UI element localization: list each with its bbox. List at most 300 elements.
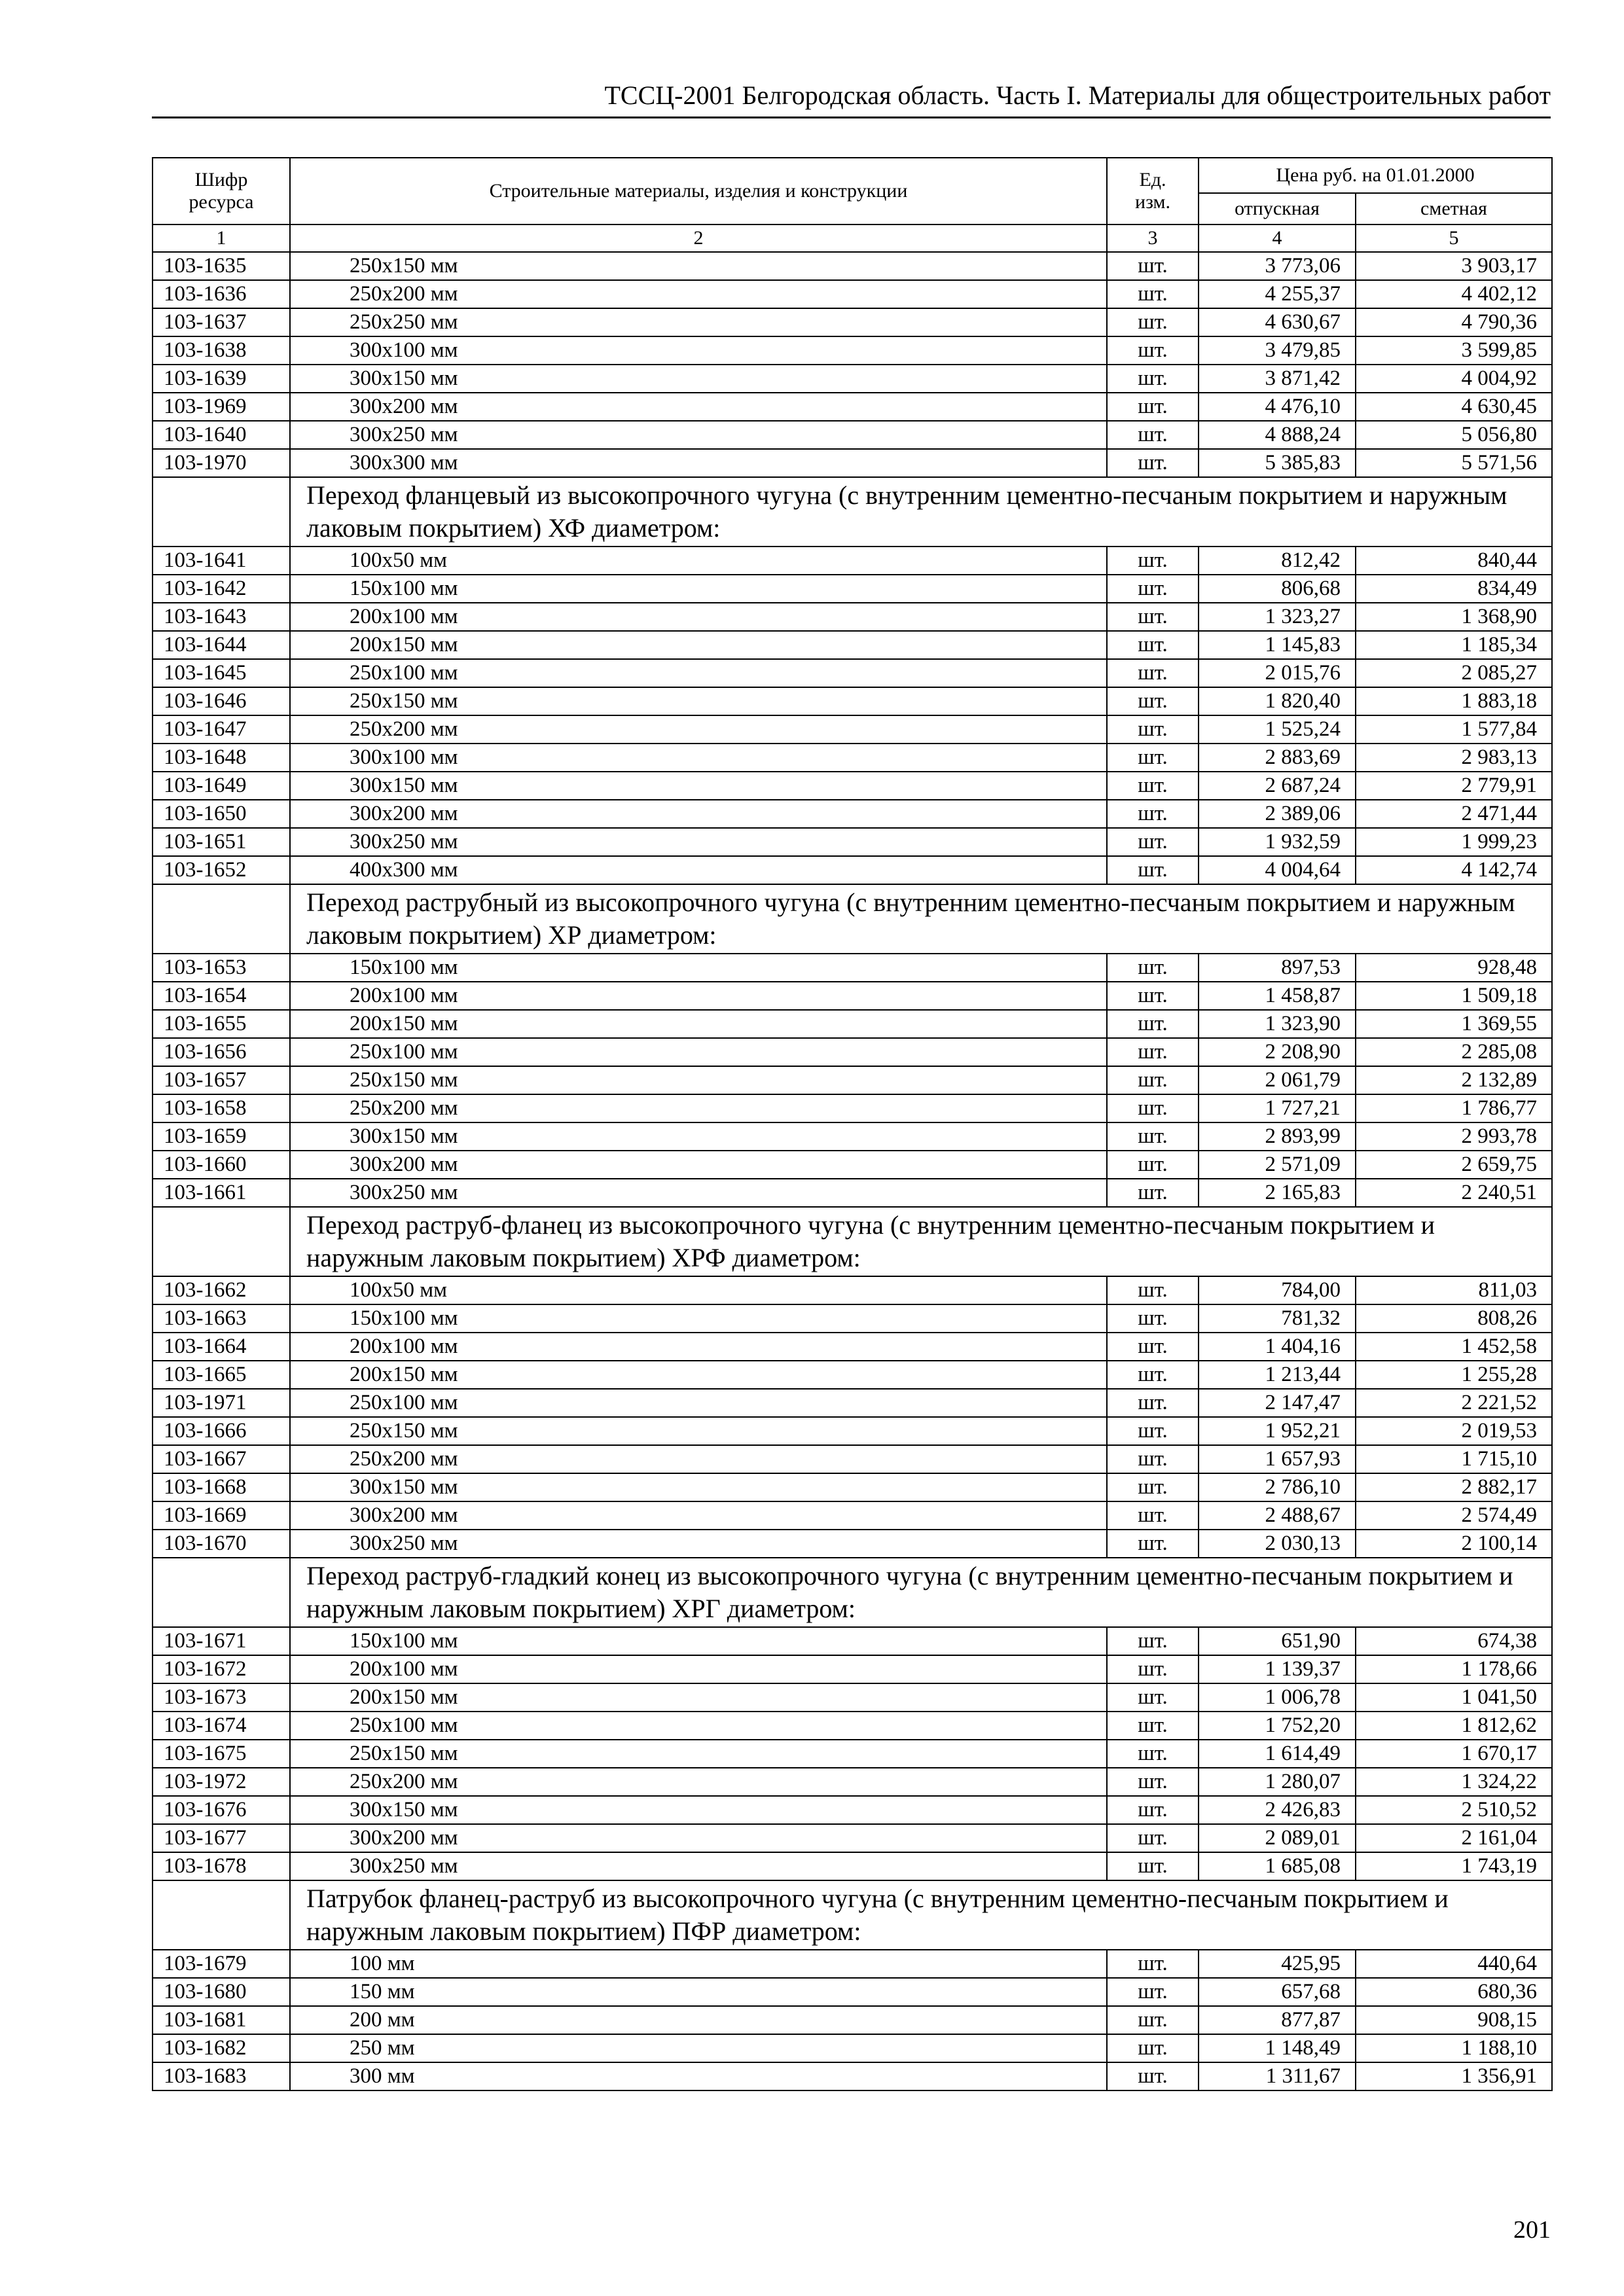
- code-cell: 103-1680: [153, 1978, 290, 2006]
- unit-cell: шт.: [1107, 1627, 1199, 1655]
- code-cell: 103-1638: [153, 336, 290, 365]
- table-row: [153, 1950, 1552, 1978]
- estimate-price-cell: 2 221,52: [1356, 1389, 1552, 1417]
- table-row: [153, 687, 1552, 715]
- col-header-unit: Ед. изм.: [1107, 158, 1199, 224]
- unit-cell: шт.: [1107, 393, 1199, 421]
- release-price-cell: 1 952,21: [1199, 1417, 1356, 1445]
- table-row: [153, 1179, 1552, 1207]
- unit-cell: шт.: [1107, 800, 1199, 828]
- estimate-price-cell: 1 812,62: [1356, 1712, 1552, 1740]
- table-row: [153, 856, 1552, 884]
- code-cell: 103-1644: [153, 631, 290, 659]
- unit-cell: шт.: [1107, 982, 1199, 1010]
- unit-cell: шт.: [1107, 1417, 1199, 1445]
- name-cell: 250х200 мм: [290, 1768, 1107, 1796]
- name-cell: 300х250 мм: [290, 421, 1107, 449]
- col-header-estimate: сметная: [1356, 193, 1552, 224]
- code-cell: 103-1672: [153, 1655, 290, 1683]
- release-price-cell: 1 685,08: [1199, 1852, 1356, 1880]
- table-row: [153, 1304, 1552, 1333]
- code-cell: 103-1654: [153, 982, 290, 1010]
- table-row: [153, 954, 1552, 982]
- name-cell: 100 мм: [290, 1950, 1107, 1978]
- col-header-release: отпускная: [1199, 193, 1356, 224]
- release-price-cell: 657,68: [1199, 1978, 1356, 2006]
- estimate-price-cell: 1 670,17: [1356, 1740, 1552, 1768]
- name-cell: 250х150 мм: [290, 252, 1107, 280]
- table-row: [153, 449, 1552, 477]
- estimate-price-cell: 2 132,89: [1356, 1066, 1552, 1094]
- release-price-cell: 2 147,47: [1199, 1389, 1356, 1417]
- unit-cell: шт.: [1107, 1740, 1199, 1768]
- name-cell: 300х250 мм: [290, 828, 1107, 856]
- release-price-cell: 1 932,59: [1199, 828, 1356, 856]
- release-price-cell: 4 004,64: [1199, 856, 1356, 884]
- table-row: [153, 365, 1552, 393]
- unit-cell: шт.: [1107, 715, 1199, 744]
- release-price-cell: 425,95: [1199, 1950, 1356, 1978]
- estimate-price-cell: 1 356,91: [1356, 2062, 1552, 2090]
- name-cell: 150х100 мм: [290, 575, 1107, 603]
- col-number-5: 5: [1356, 224, 1552, 252]
- table-body: [153, 252, 1552, 2090]
- estimate-price-cell: 2 659,75: [1356, 1151, 1552, 1179]
- code-cell: 103-1657: [153, 1066, 290, 1094]
- name-cell: 200х150 мм: [290, 1683, 1107, 1712]
- estimate-price-cell: 2 882,17: [1356, 1473, 1552, 1501]
- release-price-cell: 2 030,13: [1199, 1530, 1356, 1558]
- table-row: [153, 1530, 1552, 1558]
- unit-cell: шт.: [1107, 744, 1199, 772]
- unit-cell: шт.: [1107, 575, 1199, 603]
- unit-cell: шт.: [1107, 421, 1199, 449]
- header-divider: [152, 117, 1551, 118]
- unit-cell: шт.: [1107, 1361, 1199, 1389]
- release-price-cell: 2 687,24: [1199, 772, 1356, 800]
- name-cell: 250х100 мм: [290, 1712, 1107, 1740]
- table-row: [153, 1445, 1552, 1473]
- release-price-cell: 806,68: [1199, 575, 1356, 603]
- table-row: [153, 1122, 1552, 1151]
- release-price-cell: 2 165,83: [1199, 1179, 1356, 1207]
- unit-cell: шт.: [1107, 1655, 1199, 1683]
- code-cell: 103-1661: [153, 1179, 290, 1207]
- release-price-cell: 1 404,16: [1199, 1333, 1356, 1361]
- unit-cell: шт.: [1107, 1796, 1199, 1824]
- section-header-row: [153, 884, 1552, 954]
- section-header-row: [153, 477, 1552, 547]
- unit-cell: шт.: [1107, 1473, 1199, 1501]
- release-price-cell: 1 280,07: [1199, 1768, 1356, 1796]
- name-cell: 300х100 мм: [290, 336, 1107, 365]
- estimate-price-cell: 440,64: [1356, 1950, 1552, 1978]
- unit-cell: шт.: [1107, 1712, 1199, 1740]
- name-cell: 250х200 мм: [290, 715, 1107, 744]
- code-cell: 103-1645: [153, 659, 290, 687]
- code-cell: 103-1639: [153, 365, 290, 393]
- name-cell: 300х150 мм: [290, 1122, 1107, 1151]
- estimate-price-cell: 4 790,36: [1356, 308, 1552, 336]
- table-row: [153, 1066, 1552, 1094]
- table-row: [153, 393, 1552, 421]
- estimate-price-cell: 811,03: [1356, 1276, 1552, 1304]
- unit-cell: шт.: [1107, 252, 1199, 280]
- unit-cell: шт.: [1107, 1389, 1199, 1417]
- name-cell: 300х250 мм: [290, 1179, 1107, 1207]
- estimate-price-cell: 2 100,14: [1356, 1530, 1552, 1558]
- table-row: [153, 252, 1552, 280]
- table-row: [153, 1978, 1552, 2006]
- estimate-price-cell: 4 004,92: [1356, 365, 1552, 393]
- name-cell: 300х200 мм: [290, 1151, 1107, 1179]
- table-row: [153, 421, 1552, 449]
- release-price-cell: 1 145,83: [1199, 631, 1356, 659]
- unit-cell: шт.: [1107, 449, 1199, 477]
- table-row: [153, 1361, 1552, 1389]
- name-cell: 300х150 мм: [290, 1796, 1107, 1824]
- code-cell: 103-1649: [153, 772, 290, 800]
- name-cell: 150 мм: [290, 1978, 1107, 2006]
- section-title: Переход раструб-фланец из высокопрочного чугуна (с внутренним цементно-песчаным покрытием и наружным лаковым покрытием) ХРФ диаметром:: [290, 1207, 1552, 1276]
- estimate-price-cell: 2 779,91: [1356, 772, 1552, 800]
- unit-cell: шт.: [1107, 1978, 1199, 2006]
- section-code-cell: [153, 1880, 290, 1950]
- table-row: [153, 1740, 1552, 1768]
- estimate-price-cell: 1 324,22: [1356, 1768, 1552, 1796]
- name-cell: 300х250 мм: [290, 1530, 1107, 1558]
- code-cell: 103-1637: [153, 308, 290, 336]
- section-header-row: [153, 1558, 1552, 1627]
- unit-cell: шт.: [1107, 1768, 1199, 1796]
- estimate-price-cell: 1 452,58: [1356, 1333, 1552, 1361]
- section-title: Патрубок фланец-раструб из высокопрочного чугуна (с внутренним цементно-песчаным покрытием и наружным лаковым покрытием) ПФР диаметром:: [290, 1880, 1552, 1950]
- unit-cell: шт.: [1107, 2062, 1199, 2090]
- release-price-cell: 2 571,09: [1199, 1151, 1356, 1179]
- table-row: [153, 2006, 1552, 2034]
- table-row: [153, 2034, 1552, 2062]
- section-code-cell: [153, 1558, 290, 1627]
- unit-cell: шт.: [1107, 1445, 1199, 1473]
- estimate-price-cell: 1 883,18: [1356, 687, 1552, 715]
- code-cell: 103-1969: [153, 393, 290, 421]
- code-cell: 103-1670: [153, 1530, 290, 1558]
- estimate-price-cell: 1 041,50: [1356, 1683, 1552, 1712]
- release-price-cell: 651,90: [1199, 1627, 1356, 1655]
- section-code-cell: [153, 884, 290, 954]
- unit-cell: шт.: [1107, 828, 1199, 856]
- unit-cell: шт.: [1107, 1038, 1199, 1066]
- section-title: Переход раструб-гладкий конец из высокопрочного чугуна (с внутренним цементно-песчаным покрытием и наружным лаковым покрытием) ХРГ диаметром:: [290, 1558, 1552, 1627]
- unit-cell: шт.: [1107, 336, 1199, 365]
- table-row: [153, 1417, 1552, 1445]
- name-cell: 100х50 мм: [290, 1276, 1107, 1304]
- unit-cell: шт.: [1107, 547, 1199, 575]
- table-row: [153, 1712, 1552, 1740]
- name-cell: 150х100 мм: [290, 1304, 1107, 1333]
- estimate-price-cell: 1 715,10: [1356, 1445, 1552, 1473]
- release-price-cell: 1 323,90: [1199, 1010, 1356, 1038]
- section-code-cell: [153, 477, 290, 547]
- release-price-cell: 812,42: [1199, 547, 1356, 575]
- release-price-cell: 2 089,01: [1199, 1824, 1356, 1852]
- estimate-price-cell: 1 185,34: [1356, 631, 1552, 659]
- col-header-code: Шифр ресурса: [153, 158, 290, 224]
- unit-cell: шт.: [1107, 280, 1199, 308]
- release-price-cell: 1 727,21: [1199, 1094, 1356, 1122]
- name-cell: 250х100 мм: [290, 659, 1107, 687]
- table-row: [153, 1852, 1552, 1880]
- code-cell: 103-1675: [153, 1740, 290, 1768]
- code-cell: 103-1656: [153, 1038, 290, 1066]
- code-cell: 103-1640: [153, 421, 290, 449]
- release-price-cell: 1 139,37: [1199, 1655, 1356, 1683]
- estimate-price-cell: 2 285,08: [1356, 1038, 1552, 1066]
- unit-cell: шт.: [1107, 1151, 1199, 1179]
- section-header-row: [153, 1207, 1552, 1276]
- unit-cell: шт.: [1107, 1824, 1199, 1852]
- name-cell: 300х200 мм: [290, 1824, 1107, 1852]
- table-row: [153, 575, 1552, 603]
- estimate-price-cell: 674,38: [1356, 1627, 1552, 1655]
- unit-cell: шт.: [1107, 1304, 1199, 1333]
- estimate-price-cell: 2 161,04: [1356, 1824, 1552, 1852]
- name-cell: 250х100 мм: [290, 1389, 1107, 1417]
- name-cell: 300х150 мм: [290, 772, 1107, 800]
- table-row: [153, 1683, 1552, 1712]
- unit-cell: шт.: [1107, 772, 1199, 800]
- table-row: [153, 715, 1552, 744]
- name-cell: 150х100 мм: [290, 1627, 1107, 1655]
- name-cell: 300х200 мм: [290, 800, 1107, 828]
- name-cell: 250х250 мм: [290, 308, 1107, 336]
- release-price-cell: 1 006,78: [1199, 1683, 1356, 1712]
- col-number-3: 3: [1107, 224, 1199, 252]
- name-cell: 250х200 мм: [290, 1445, 1107, 1473]
- code-cell: 103-1679: [153, 1950, 290, 1978]
- table-row: [153, 772, 1552, 800]
- estimate-price-cell: 840,44: [1356, 547, 1552, 575]
- estimate-price-cell: 928,48: [1356, 954, 1552, 982]
- release-price-cell: 2 015,76: [1199, 659, 1356, 687]
- code-cell: 103-1673: [153, 1683, 290, 1712]
- code-cell: 103-1677: [153, 1824, 290, 1852]
- code-cell: 103-1663: [153, 1304, 290, 1333]
- page-header-title: ТССЦ-2001 Белгородская область. Часть I. Материалы для общестроительных работ: [604, 81, 1551, 110]
- code-cell: 103-1970: [153, 449, 290, 477]
- unit-cell: шт.: [1107, 1530, 1199, 1558]
- code-cell: 103-1636: [153, 280, 290, 308]
- estimate-price-cell: 1 188,10: [1356, 2034, 1552, 2062]
- table-row: [153, 1768, 1552, 1796]
- estimate-price-cell: 3 903,17: [1356, 252, 1552, 280]
- table-row: [153, 280, 1552, 308]
- release-price-cell: 2 786,10: [1199, 1473, 1356, 1501]
- table-row: [153, 1333, 1552, 1361]
- unit-cell: шт.: [1107, 1010, 1199, 1038]
- estimate-price-cell: 808,26: [1356, 1304, 1552, 1333]
- name-cell: 200х100 мм: [290, 982, 1107, 1010]
- table-row: [153, 1824, 1552, 1852]
- estimate-price-cell: 1 999,23: [1356, 828, 1552, 856]
- code-cell: 103-1682: [153, 2034, 290, 2062]
- code-cell: 103-1647: [153, 715, 290, 744]
- name-cell: 400х300 мм: [290, 856, 1107, 884]
- code-cell: 103-1646: [153, 687, 290, 715]
- name-cell: 300х100 мм: [290, 744, 1107, 772]
- unit-cell: шт.: [1107, 1276, 1199, 1304]
- name-cell: 250х200 мм: [290, 280, 1107, 308]
- unit-cell: шт.: [1107, 1950, 1199, 1978]
- name-cell: 250 мм: [290, 2034, 1107, 2062]
- release-price-cell: 4 888,24: [1199, 421, 1356, 449]
- unit-cell: шт.: [1107, 1122, 1199, 1151]
- code-cell: 103-1652: [153, 856, 290, 884]
- code-cell: 103-1635: [153, 252, 290, 280]
- estimate-price-cell: 1 255,28: [1356, 1361, 1552, 1389]
- name-cell: 300х200 мм: [290, 1501, 1107, 1530]
- release-price-cell: 2 488,67: [1199, 1501, 1356, 1530]
- unit-cell: шт.: [1107, 631, 1199, 659]
- code-cell: 103-1671: [153, 1627, 290, 1655]
- estimate-price-cell: 1 369,55: [1356, 1010, 1552, 1038]
- code-cell: 103-1650: [153, 800, 290, 828]
- unit-cell: шт.: [1107, 1066, 1199, 1094]
- release-price-cell: 2 061,79: [1199, 1066, 1356, 1094]
- code-cell: 103-1655: [153, 1010, 290, 1038]
- release-price-cell: 1 525,24: [1199, 715, 1356, 744]
- table-row: [153, 1094, 1552, 1122]
- release-price-cell: 1 148,49: [1199, 2034, 1356, 2062]
- unit-cell: шт.: [1107, 954, 1199, 982]
- release-price-cell: 1 323,27: [1199, 603, 1356, 631]
- name-cell: 200х100 мм: [290, 1655, 1107, 1683]
- unit-cell: шт.: [1107, 1501, 1199, 1530]
- release-price-cell: 2 208,90: [1199, 1038, 1356, 1066]
- table-row: [153, 828, 1552, 856]
- table-row: [153, 547, 1552, 575]
- unit-cell: шт.: [1107, 1333, 1199, 1361]
- release-price-cell: 2 883,69: [1199, 744, 1356, 772]
- name-cell: 250х200 мм: [290, 1094, 1107, 1122]
- table-row: [153, 603, 1552, 631]
- table-row: [153, 659, 1552, 687]
- name-cell: 200х150 мм: [290, 631, 1107, 659]
- code-cell: 103-1642: [153, 575, 290, 603]
- code-cell: 103-1676: [153, 1796, 290, 1824]
- code-cell: 103-1641: [153, 547, 290, 575]
- estimate-price-cell: 2 510,52: [1356, 1796, 1552, 1824]
- name-cell: 200х100 мм: [290, 1333, 1107, 1361]
- table-row: [153, 1038, 1552, 1066]
- release-price-cell: 1 657,93: [1199, 1445, 1356, 1473]
- estimate-price-cell: 4 142,74: [1356, 856, 1552, 884]
- estimate-price-cell: 2 019,53: [1356, 1417, 1552, 1445]
- code-cell: 103-1664: [153, 1333, 290, 1361]
- release-price-cell: 1 614,49: [1199, 1740, 1356, 1768]
- name-cell: 250х150 мм: [290, 1740, 1107, 1768]
- table-row: [153, 1627, 1552, 1655]
- estimate-price-cell: 2 471,44: [1356, 800, 1552, 828]
- table-row: [153, 2062, 1552, 2090]
- code-cell: 103-1653: [153, 954, 290, 982]
- release-price-cell: 4 630,67: [1199, 308, 1356, 336]
- unit-cell: шт.: [1107, 1094, 1199, 1122]
- code-cell: 103-1669: [153, 1501, 290, 1530]
- release-price-cell: 3 773,06: [1199, 252, 1356, 280]
- estimate-price-cell: 2 240,51: [1356, 1179, 1552, 1207]
- code-cell: 103-1651: [153, 828, 290, 856]
- name-cell: 300х300 мм: [290, 449, 1107, 477]
- col-number-4: 4: [1199, 224, 1356, 252]
- name-cell: 250х100 мм: [290, 1038, 1107, 1066]
- col-number-2: 2: [290, 224, 1107, 252]
- estimate-price-cell: 2 983,13: [1356, 744, 1552, 772]
- estimate-price-cell: 1 743,19: [1356, 1852, 1552, 1880]
- estimate-price-cell: 4 630,45: [1356, 393, 1552, 421]
- name-cell: 200х150 мм: [290, 1010, 1107, 1038]
- col-header-price-group: Цена руб. на 01.01.2000: [1199, 158, 1552, 193]
- table-row: [153, 308, 1552, 336]
- col-number-1: 1: [153, 224, 290, 252]
- code-cell: 103-1666: [153, 1417, 290, 1445]
- name-cell: 200 мм: [290, 2006, 1107, 2034]
- name-cell: 300х150 мм: [290, 365, 1107, 393]
- code-cell: 103-1665: [153, 1361, 290, 1389]
- estimate-price-cell: 5 571,56: [1356, 449, 1552, 477]
- release-price-cell: 784,00: [1199, 1276, 1356, 1304]
- name-cell: 200х150 мм: [290, 1361, 1107, 1389]
- table-row: [153, 1796, 1552, 1824]
- table-row: [153, 800, 1552, 828]
- code-cell: 103-1678: [153, 1852, 290, 1880]
- estimate-price-cell: 3 599,85: [1356, 336, 1552, 365]
- name-cell: 300 мм: [290, 2062, 1107, 2090]
- price-table: [152, 157, 1553, 2091]
- table-row: [153, 744, 1552, 772]
- table-row: [153, 1473, 1552, 1501]
- estimate-price-cell: 680,36: [1356, 1978, 1552, 2006]
- unit-cell: шт.: [1107, 365, 1199, 393]
- code-cell: 103-1643: [153, 603, 290, 631]
- code-cell: 103-1681: [153, 2006, 290, 2034]
- table-row: [153, 1501, 1552, 1530]
- name-cell: 150х100 мм: [290, 954, 1107, 982]
- code-cell: 103-1668: [153, 1473, 290, 1501]
- name-cell: 250х150 мм: [290, 1417, 1107, 1445]
- estimate-price-cell: 1 786,77: [1356, 1094, 1552, 1122]
- estimate-price-cell: 1 577,84: [1356, 715, 1552, 744]
- table-row: [153, 1276, 1552, 1304]
- col-header-name: Строительные материалы, изделия и конструкции: [290, 158, 1107, 224]
- name-cell: 300х250 мм: [290, 1852, 1107, 1880]
- table-row: [153, 336, 1552, 365]
- name-cell: 250х150 мм: [290, 1066, 1107, 1094]
- release-price-cell: 1 213,44: [1199, 1361, 1356, 1389]
- code-cell: 103-1667: [153, 1445, 290, 1473]
- section-title: Переход фланцевый из высокопрочного чугуна (с внутренним цементно-песчаным покрытием и наружным лаковым покрытием) ХФ диаметром:: [290, 477, 1552, 547]
- table-row: [153, 982, 1552, 1010]
- release-price-cell: 1 311,67: [1199, 2062, 1356, 2090]
- release-price-cell: 1 820,40: [1199, 687, 1356, 715]
- unit-cell: шт.: [1107, 603, 1199, 631]
- code-cell: 103-1683: [153, 2062, 290, 2090]
- table-row: [153, 1655, 1552, 1683]
- estimate-price-cell: 1 178,66: [1356, 1655, 1552, 1683]
- section-title: Переход раструбный из высокопрочного чугуна (с внутренним цементно-песчаным покрытием и наружным лаковым покрытием) ХР диаметром:: [290, 884, 1552, 954]
- name-cell: 100х50 мм: [290, 547, 1107, 575]
- code-cell: 103-1972: [153, 1768, 290, 1796]
